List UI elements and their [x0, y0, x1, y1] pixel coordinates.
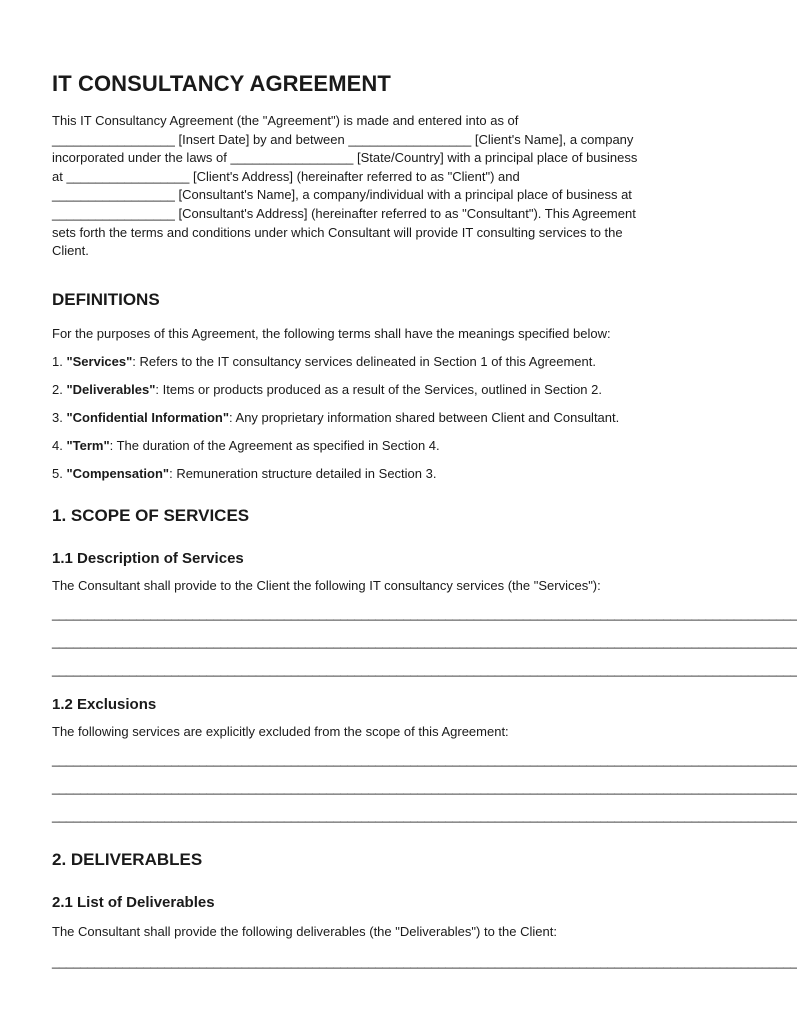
- section2-1-heading: 2.1 List of Deliverables: [52, 893, 215, 911]
- section1-1-text: The Consultant shall provide to the Client the following IT consultancy services (the "Services"):: [52, 577, 601, 593]
- definition-item: [52, 465, 720, 483]
- intro-line: This IT Consultancy Agreement (the "Agreement") is made and entered into as of: [52, 113, 519, 128]
- section1-2-text: The following services are explicitly excluded from the scope of this Agreement:: [52, 723, 509, 739]
- definition-item: [52, 353, 720, 371]
- fill-in-line: __________________________________________________________________________________________________________: [52, 751, 797, 767]
- definition-item: [52, 437, 720, 455]
- intro-line: _________________ [Insert Date] by and between _________________ [Client's Name], a company: [52, 131, 634, 147]
- definition-term: "Compensation": [66, 465, 170, 481]
- definition-term: "Term": [66, 437, 110, 453]
- section2-heading: 2. DELIVERABLES: [52, 849, 203, 869]
- definition-item: [52, 409, 720, 427]
- fill-in-line: __________________________________________________________________________________________________________: [52, 779, 797, 795]
- intro-line: Client.: [52, 243, 89, 259]
- definition-text: : Items or products produced as a result of the Services, outlined in Section 2.: [155, 381, 602, 397]
- section1-heading: 1. SCOPE OF SERVICES: [52, 505, 250, 525]
- intro-line: sets forth the terms and conditions under which Consultant will provide IT consulting services to the: [52, 224, 623, 240]
- intro-line: _________________ [Consultant's Name], a company/individual with a principal place of business at: [52, 187, 632, 203]
- definition-text: : The duration of the Agreement as specified in Section 4.: [109, 437, 440, 453]
- document-page: [52, 70, 797, 971]
- document-title: IT CONSULTANCY AGREEMENT: [52, 71, 391, 96]
- definitions-lead: For the purposes of this Agreement, the following terms shall have the meanings specified below:: [52, 325, 611, 341]
- section1-2-heading: 1.2 Exclusions: [52, 695, 157, 713]
- definition-text: : Refers to the IT consultancy services delineated in Section 1 of this Agreement.: [132, 353, 596, 369]
- fill-in-line: __________________________________________________________________________________________________________: [52, 661, 797, 677]
- definitions-heading: DEFINITIONS: [52, 289, 160, 309]
- intro-line: incorporated under the laws of _________________ [State/Country] with a principal place of business: [52, 150, 638, 166]
- definition-term: "Deliverables": [66, 381, 156, 397]
- definition-text: : Remuneration structure detailed in Section 3.: [169, 465, 437, 481]
- intro-line: _________________ [Consultant's Address] (hereinafter referred to as "Consultant"). This Agreement: [52, 205, 636, 221]
- fill-in-line: __________________________________________________________________________________________________________: [52, 953, 797, 969]
- fill-in-line: __________________________________________________________________________________________________________: [52, 605, 797, 621]
- section1-1-heading: 1.1 Description of Services: [52, 549, 244, 567]
- definition-item: [52, 381, 720, 399]
- section2-1-text: The Consultant shall provide the following deliverables (the "Deliverables") to the Client:: [52, 923, 557, 939]
- intro-line: at _________________ [Client's Address] (hereinafter referred to as "Client") and: [52, 168, 520, 184]
- definition-term: "Services": [66, 353, 133, 369]
- definition-number: 3.: [52, 409, 63, 425]
- definition-number: 4.: [52, 437, 63, 453]
- intro-paragraph: [52, 112, 720, 261]
- definition-text: : Any proprietary information shared between Client and Consultant.: [229, 409, 620, 425]
- definition-number: 1.: [52, 353, 63, 369]
- definition-number: 2.: [52, 381, 63, 397]
- fill-in-line: __________________________________________________________________________________________________________: [52, 633, 797, 649]
- definition-number: 5.: [52, 465, 63, 481]
- fill-in-line: __________________________________________________________________________________________________________: [52, 807, 797, 823]
- definition-term: "Confidential Information": [66, 409, 230, 425]
